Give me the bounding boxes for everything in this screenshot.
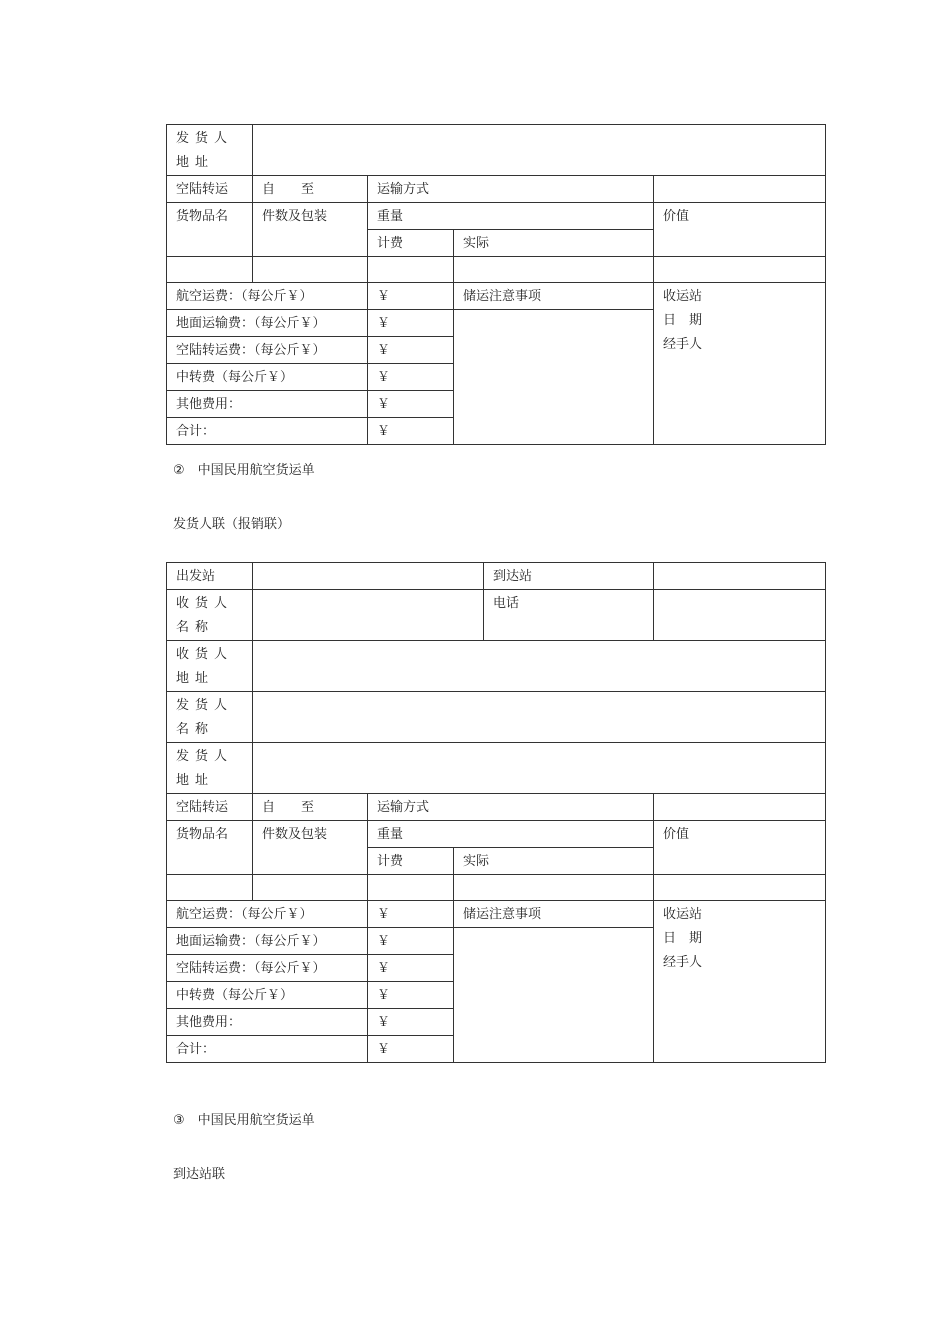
pieces-field[interactable] xyxy=(253,875,368,901)
departure-station-field[interactable] xyxy=(253,563,484,590)
value-label: 价值 xyxy=(654,203,826,257)
chargeable-field[interactable] xyxy=(368,257,454,283)
yen-symbol: ￥ xyxy=(368,982,454,1009)
date-label: 日 期 xyxy=(663,931,703,946)
transport-mode-field[interactable] xyxy=(654,176,826,203)
value-label: 价值 xyxy=(654,821,826,875)
goods-name-field[interactable] xyxy=(167,257,253,283)
from-to-label: 自 至 xyxy=(253,794,368,821)
fee-label-ground: 地面运输费：（每公斤￥） xyxy=(167,928,368,955)
yen-symbol: ￥ xyxy=(368,1009,454,1036)
consignee-address-field[interactable] xyxy=(253,641,826,692)
consignee-address-label: 收货人地址 xyxy=(167,641,253,692)
chargeable-weight-label: 计费 xyxy=(368,848,454,875)
fee-label-ground: 地面运输费：（每公斤￥） xyxy=(167,310,368,337)
from-to-label: 自 至 xyxy=(253,176,368,203)
yen-symbol: ￥ xyxy=(368,1036,454,1063)
phone-label: 电话 xyxy=(484,590,654,641)
shipper-name-label: 发货人名称 xyxy=(167,692,253,743)
waybill-table-2 xyxy=(166,562,826,1063)
yen-symbol: ￥ xyxy=(368,418,454,445)
yen-symbol: ￥ xyxy=(368,364,454,391)
yen-symbol: ￥ xyxy=(368,310,454,337)
handler-label: 经手人 xyxy=(663,337,703,352)
storage-notes-label: 储运注意事项 xyxy=(454,901,654,928)
value-field[interactable] xyxy=(654,257,826,283)
fee-label-transit: 中转费（每公斤￥） xyxy=(167,982,368,1009)
section-2-title: ② 中国民用航空货运单 xyxy=(173,463,315,478)
actual-field[interactable] xyxy=(454,875,654,901)
value-field[interactable] xyxy=(654,875,826,901)
yen-symbol: ￥ xyxy=(368,928,454,955)
pieces-packaging-label: 件数及包装 xyxy=(253,821,368,875)
yen-symbol: ￥ xyxy=(368,901,454,928)
goods-name-field[interactable] xyxy=(167,875,253,901)
actual-weight-label: 实际 xyxy=(454,848,654,875)
goods-name-label: 货物品名 xyxy=(167,821,253,875)
departure-station-label: 出发站 xyxy=(167,563,253,590)
storage-notes-label: 储运注意事项 xyxy=(454,283,654,310)
arrival-station-field[interactable] xyxy=(654,563,826,590)
fee-label-transit: 中转费（每公斤￥） xyxy=(167,364,368,391)
handler-label: 经手人 xyxy=(663,955,703,970)
date-label: 日 期 xyxy=(663,313,703,328)
storage-notes-field[interactable] xyxy=(454,310,654,445)
arrival-station-label: 到达站 xyxy=(484,563,654,590)
transport-mode-label: 运输方式 xyxy=(368,176,654,203)
transport-mode-label: 运输方式 xyxy=(368,794,654,821)
actual-field[interactable] xyxy=(454,257,654,283)
consignee-name-label: 收货人名称 xyxy=(167,590,253,641)
storage-notes-field[interactable] xyxy=(454,928,654,1063)
fee-label-other: 其他费用： xyxy=(167,391,368,418)
phone-field[interactable] xyxy=(654,590,826,641)
pieces-field[interactable] xyxy=(253,257,368,283)
air-land-transfer-label: 空陆转运 xyxy=(167,176,253,203)
weight-label: 重量 xyxy=(368,821,654,848)
waybill-table-1 xyxy=(166,124,826,445)
receiving-station-label: 收运站 xyxy=(663,907,703,922)
fee-label-total: 合计： xyxy=(167,1036,368,1063)
yen-symbol: ￥ xyxy=(368,955,454,982)
pieces-packaging-label: 件数及包装 xyxy=(253,203,368,257)
receiving-station-label: 收运站 xyxy=(663,289,703,304)
chargeable-field[interactable] xyxy=(368,875,454,901)
section-3-subtitle: 到达站联 xyxy=(173,1167,226,1182)
receiving-info xyxy=(654,901,826,1063)
section-3-title: ③ 中国民用航空货运单 xyxy=(173,1113,315,1128)
chargeable-weight-label: 计费 xyxy=(368,230,454,257)
actual-weight-label: 实际 xyxy=(454,230,654,257)
yen-symbol: ￥ xyxy=(368,283,454,310)
receiving-info xyxy=(654,283,826,445)
shipper-address-label: 发货人地址 xyxy=(167,125,253,176)
fee-label-total: 合计： xyxy=(167,418,368,445)
weight-label: 重量 xyxy=(368,203,654,230)
fee-label-transfer: 空陆转运费：（每公斤￥） xyxy=(167,337,368,364)
consignee-name-field[interactable] xyxy=(253,590,484,641)
goods-name-label: 货物品名 xyxy=(167,203,253,257)
shipper-address-field[interactable] xyxy=(253,743,826,794)
fee-label-transfer: 空陆转运费：（每公斤￥） xyxy=(167,955,368,982)
fee-label-air: 航空运费：（每公斤￥） xyxy=(167,283,368,310)
shipper-name-field[interactable] xyxy=(253,692,826,743)
transport-mode-field[interactable] xyxy=(654,794,826,821)
yen-symbol: ￥ xyxy=(368,391,454,418)
shipper-address-label: 发货人地址 xyxy=(167,743,253,794)
shipper-address-field[interactable] xyxy=(253,125,826,176)
fee-label-air: 航空运费：（每公斤￥） xyxy=(167,901,368,928)
yen-symbol: ￥ xyxy=(368,337,454,364)
fee-label-other: 其他费用： xyxy=(167,1009,368,1036)
section-2-subtitle: 发货人联（报销联） xyxy=(173,517,291,532)
air-land-transfer-label: 空陆转运 xyxy=(167,794,253,821)
